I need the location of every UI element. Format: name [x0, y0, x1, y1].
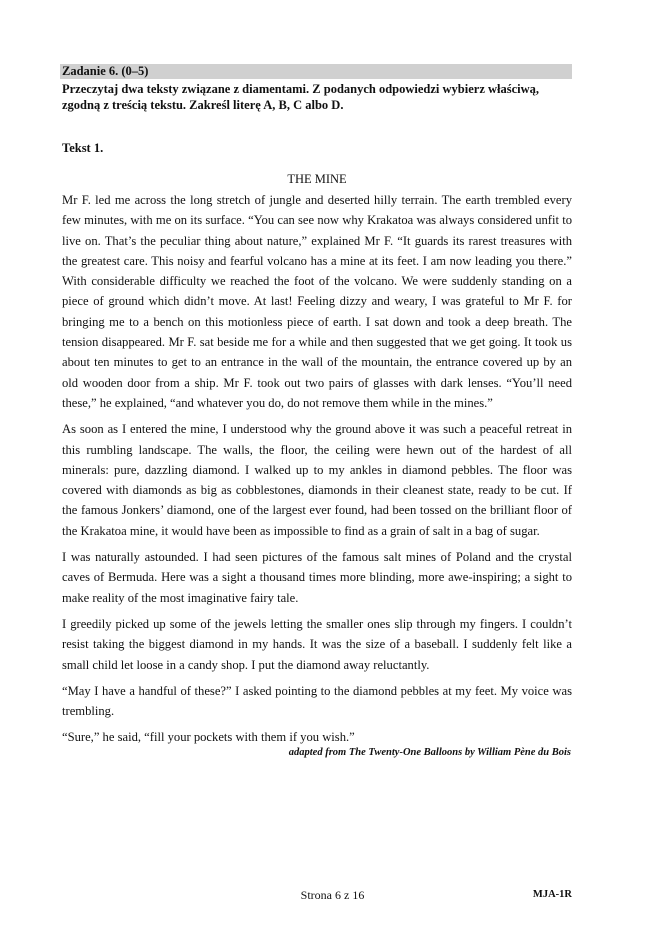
exam-code: MJA-1R: [532, 889, 572, 900]
story-title: THE MINE: [287, 172, 347, 186]
paragraph: “May I have a handful of these?” I asked pointing to the diamond pebbles at my feet. My voice was trembling.: [62, 683, 572, 719]
paragraph: As soon as I entered the mine, I understood why the ground above it was such a peaceful retreat in this rumbling landscape. The walls, the floor, the ceiling were hewn out of the hardest of all minerals: pure, dazzling diamond. I walked up to my ankles in diamond pebbles. The floor was covered with diamonds as big as cobblestones, diamonds in their cleanest state, ready to be cut. If the famous Jonkers’ diamond, one of the largest ever found, had been tossed on the brilliant floor of the Krakatoa mine, it would have been as impossible to find as a grain of salt in a bag of sugar.: [62, 422, 572, 538]
paragraph: “Sure,” he said, “fill your pockets with them if you wish.”: [62, 730, 355, 745]
source-citation: adapted from The Twenty-One Balloons by William Pène du Bois: [288, 747, 571, 758]
paragraph: I greedily picked up some of the jewels letting the smaller ones slip through my fingers. I couldn’t resist taking the biggest diamond in my hands. It was the size of a baseball. I suddenly felt like a small child let loose in a candy shop. I put the diamond away reluctantly.: [62, 616, 572, 672]
story-body: [62, 190, 572, 754]
task-title: Zadanie 6. (0–5): [62, 64, 149, 78]
task-instruction: Przeczytaj dwa teksty związane z diamentami. Z podanych odpowiedzi wybierz właściwą, zgodną z treścią tekstu. Zakreśl literę A, B, C albo D.: [62, 82, 540, 112]
paragraph: I was naturally astounded. I had seen pictures of the famous salt mines of Poland and the crystal caves of Bermuda. Here was a sight a thousand times more blinding, more awe-inspiring; a sight to make reality of the most imaginative fairy tale.: [62, 550, 572, 605]
text-label: Tekst 1.: [62, 141, 104, 155]
page-number: Strona 6 z 16: [300, 888, 365, 902]
paragraph: Mr F. led me across the long stretch of jungle and deserted hilly terrain. The earth trembled every few minutes, with me on its surface. “You can see now why Krakatoa was always considered unfit to live on. That’s the peculiar thing about nature,” explained Mr F. “It guards its rarest treasures with the greatest care. This noisy and fearful volcano has a mine at its feet. I am now leading you there.” With considerable difficulty we reached the foot of the volcano. We were suddenly standing on a piece of ground which didn’t move. At last! Feeling dizzy and weary, I was grateful to Mr F. for bringing me to a bench on this motionless piece of earth. I sat down and took a deep breath. The tension disappeared. Mr F. sat beside me for a while and then suggested that we get going. It took us about ten minutes to get to an entrance in the wall of the mountain, the entrance covered up by an old wooden door from a ship. Mr F. took out two pairs of glasses with dark lenses. “You’ll need these,” he explained, “and whatever you do, do not remove them while in the mines.”: [62, 193, 572, 410]
